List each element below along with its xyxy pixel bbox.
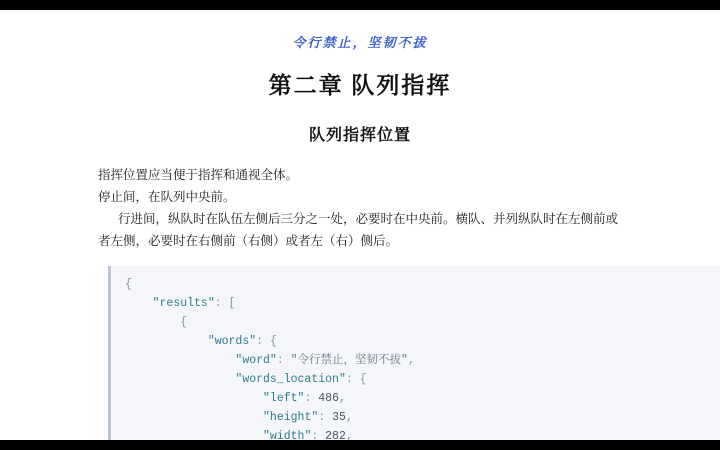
json-line — [125, 371, 720, 390]
json-line — [125, 390, 720, 409]
json-token: : — [276, 353, 291, 367]
json-line — [125, 276, 720, 295]
json-token: "words_location" — [235, 372, 346, 386]
json-token: 486 — [318, 391, 339, 405]
json-line — [125, 333, 720, 352]
json-line — [125, 428, 720, 440]
json-token: "words" — [207, 334, 257, 348]
json-token: { — [125, 278, 132, 291]
json-token: "height" — [263, 410, 319, 424]
document-section-title: 队列指挥位置 — [308, 127, 411, 144]
json-code-block[interactable] — [125, 276, 720, 440]
json-token: , — [345, 429, 353, 440]
json-token: "width" — [263, 429, 312, 440]
document-paragraph: 行进间，纵队时在队伍左侧后三分之一处，必要时在中央前。横队、并列纵队时在左侧前或者左侧，必要时在右侧前（右侧）或者左（右）侧后。 — [98, 211, 619, 248]
json-line — [125, 295, 720, 314]
json-panel-left-margin — [0, 266, 108, 440]
json-token: , — [345, 410, 353, 424]
document-chapter-title: 第二章 队列指挥 — [268, 73, 452, 98]
json-token: : — [318, 410, 333, 424]
document-text-area — [0, 10, 720, 253]
json-token: { — [180, 315, 188, 329]
json-token: "left" — [263, 391, 305, 405]
json-token: "results" — [152, 296, 215, 310]
json-line — [125, 314, 720, 333]
document-paragraph: 停止间，在队列中央前。 — [98, 189, 236, 204]
json-line — [125, 352, 720, 371]
json-output-panel[interactable] — [108, 266, 720, 440]
json-line — [125, 409, 720, 428]
json-token: "word" — [235, 353, 277, 367]
json-token: : — [304, 391, 319, 405]
json-token: , — [407, 353, 415, 367]
letterbox-bottom — [0, 440, 720, 450]
document-motto: 令行禁止，坚韧不拔 — [292, 35, 428, 50]
json-token: : { — [256, 334, 277, 348]
json-token: "令行禁止，坚韧不拔" — [290, 353, 408, 367]
document-paragraph: 指挥位置应当便于指挥和通视全体。 — [98, 168, 299, 182]
letterbox-top — [0, 0, 720, 10]
json-token: : { — [345, 372, 367, 386]
json-token: : — [311, 429, 326, 440]
document-body — [60, 165, 660, 253]
json-token: 35 — [332, 410, 346, 424]
document-page — [0, 10, 720, 440]
json-token: 282 — [325, 429, 346, 440]
json-token: , — [338, 391, 346, 405]
json-token: : [ — [214, 296, 236, 310]
